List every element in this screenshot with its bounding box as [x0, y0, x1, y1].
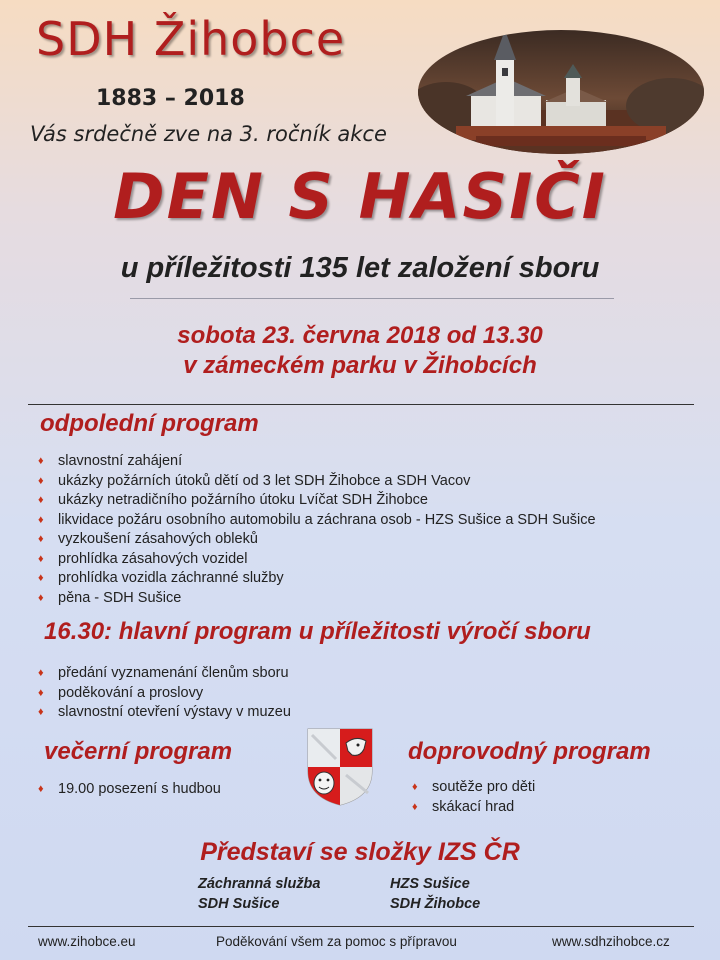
flame-bullet-icon: ♦ — [38, 783, 44, 795]
list-item-text: slavnostní otevření výstavy v muzeu — [58, 704, 291, 720]
agencies-heading: Představí se složky IZS ČR — [200, 838, 520, 866]
list-item-text: likvidace požáru osobního automobilu a záchrana osob - HZS Sušice a SDH Sušice — [58, 511, 596, 528]
divider — [28, 404, 694, 405]
list-item-text: slavnostní zahájení — [58, 453, 183, 469]
flame-bullet-icon: ♦ — [412, 800, 418, 813]
agency-name: SDH Žihobce — [390, 896, 481, 912]
list-item-text: ukázky požárních útoků dětí od 3 let SDH Žihobce a SDH Vacov — [58, 472, 471, 489]
flame-bullet-icon: ♦ — [38, 686, 44, 699]
flame-bullet-icon: ♦ — [38, 474, 44, 487]
agency-name: Záchranná služba — [198, 876, 321, 892]
flame-bullet-icon: ♦ — [38, 706, 44, 718]
list-item — [38, 703, 291, 723]
list-item — [38, 550, 596, 570]
list-item — [38, 684, 291, 704]
main-program-heading: 16.30: hlavní program u příležitosti výročí sboru — [44, 618, 591, 645]
list-item — [38, 472, 596, 492]
footer-thanks: Poděkování všem za pomoc s přípravou — [216, 934, 457, 949]
evening-heading: večerní program — [44, 738, 233, 765]
event-title: DEN S HASIČI — [113, 160, 607, 233]
flame-bullet-icon: ♦ — [38, 494, 44, 506]
list-item — [38, 780, 221, 800]
event-location: v zámeckém parku v Žihobcích — [183, 352, 537, 379]
main-program-list — [38, 664, 291, 723]
list-item-text: poděkování a proslovy — [58, 684, 204, 701]
list-item-text: vyzkoušení zásahových obleků — [58, 531, 258, 547]
agency-name: HZS Sušice — [390, 876, 470, 892]
side-program-heading: doprovodný program — [408, 738, 651, 765]
list-item-text: pěna - SDH Sušice — [58, 589, 182, 606]
list-item — [38, 569, 596, 589]
list-item — [38, 530, 596, 550]
poster-title: SDH Žihobce — [36, 12, 346, 66]
coat-of-arms-icon — [306, 727, 374, 807]
flame-bullet-icon: ♦ — [38, 455, 44, 467]
anniversary-years: 1883 – 2018 — [96, 86, 245, 111]
flame-bullet-icon: ♦ — [38, 552, 44, 565]
footer-sdh-website-link[interactable]: www.sdhzihobce.cz — [552, 934, 670, 949]
side-program-list — [412, 778, 535, 817]
flame-bullet-icon: ♦ — [38, 572, 44, 584]
flame-bullet-icon: ♦ — [38, 513, 44, 526]
flame-bullet-icon: ♦ — [38, 591, 44, 604]
church-photo — [416, 28, 706, 156]
list-item-text: skákací hrad — [432, 798, 515, 815]
list-item-text: prohlídka zásahových vozidel — [58, 550, 248, 567]
list-item-text: soutěže pro děti — [432, 779, 536, 795]
list-item — [38, 452, 596, 472]
footer-website-link[interactable]: www.zihobce.eu — [38, 934, 136, 949]
list-item — [412, 778, 535, 798]
list-item — [412, 798, 535, 818]
afternoon-list — [38, 452, 596, 608]
afternoon-heading: odpolední program — [40, 410, 259, 437]
invitation-text: Vás srdečně zve na 3. ročník akce — [30, 122, 387, 146]
flame-bullet-icon: ♦ — [412, 781, 418, 793]
evening-list — [38, 780, 221, 800]
agency-name: SDH Sušice — [198, 896, 280, 912]
list-item — [38, 511, 596, 531]
list-item-text: 19.00 posezení s hudbou — [58, 781, 221, 797]
event-date: sobota 23. června 2018 od 13.30 — [177, 322, 543, 349]
list-item — [38, 491, 596, 511]
divider — [28, 926, 694, 927]
list-item-text: prohlídka vozidla záchranné služby — [58, 570, 284, 586]
flame-bullet-icon: ♦ — [38, 533, 44, 545]
list-item-text: předání vyznamenání členům sboru — [58, 665, 289, 681]
flame-bullet-icon: ♦ — [38, 667, 44, 679]
event-subtitle: u příležitosti 135 let založení sboru — [120, 252, 600, 284]
list-item — [38, 664, 291, 684]
list-item-text: ukázky netradičního požárního útoku Lvíčat SDH Žihobce — [58, 492, 428, 508]
list-item — [38, 589, 596, 609]
divider — [130, 298, 614, 299]
